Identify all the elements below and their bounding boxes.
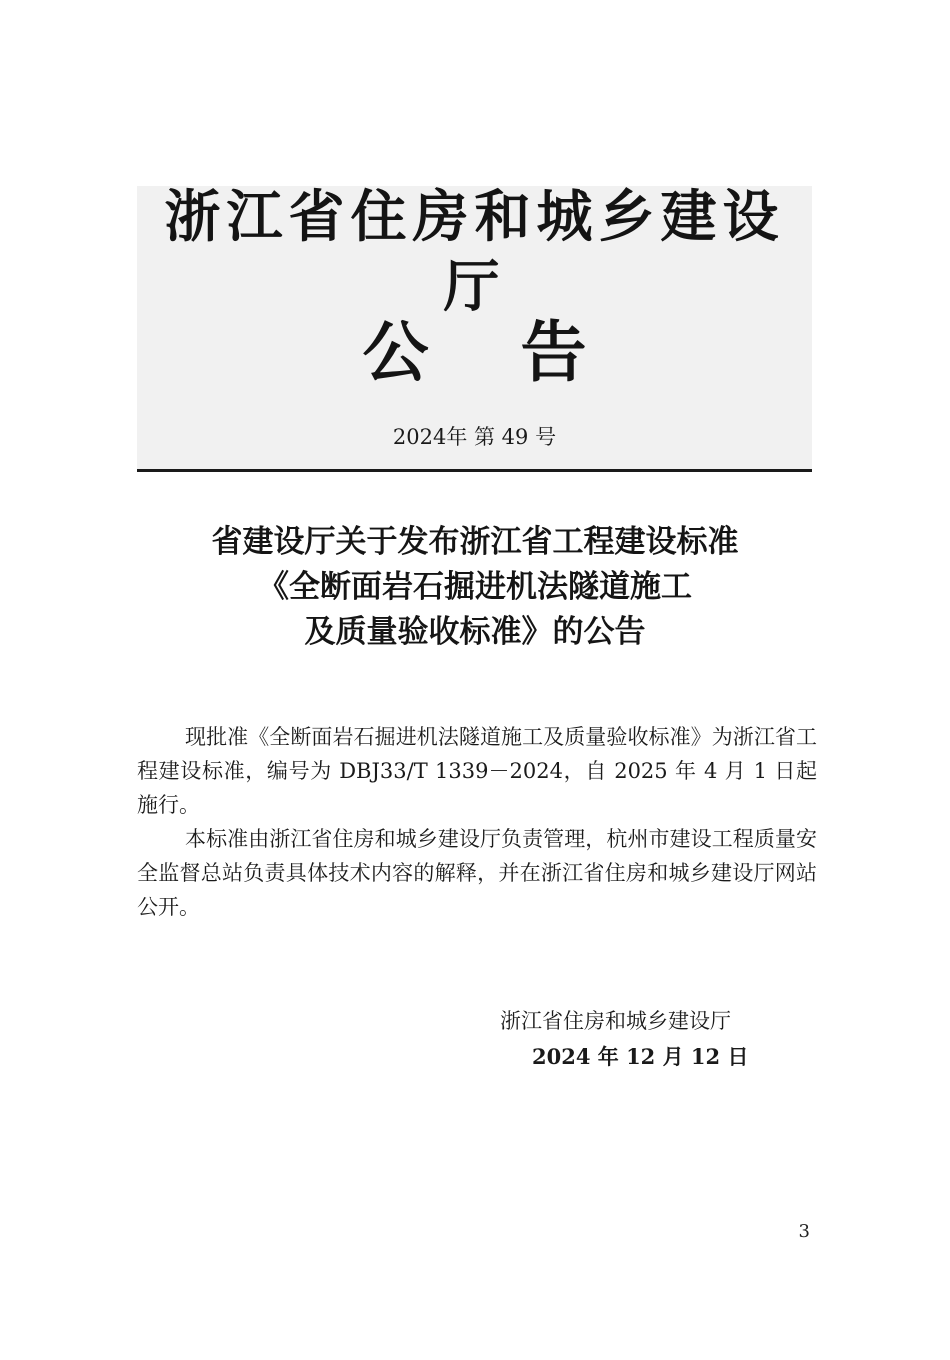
signature-date: 2024 年 12 月 12 日	[532, 1044, 749, 1069]
signature-organization: 浙江省住房和城乡建设厅	[500, 1009, 731, 1033]
document-heading	[100, 520, 850, 655]
notice-number: 2024年 第 49 号	[392, 425, 557, 449]
heading-line-2: 《全断面岩石掘进机法隧道施工	[258, 569, 692, 605]
heading-line-1: 省建设厅关于发布浙江省工程建设标准	[211, 524, 739, 560]
notice-char-2: 告	[520, 313, 587, 391]
notice-char-1: 公	[362, 313, 429, 391]
agency-name: 浙江省住房和城乡建设厅	[164, 184, 785, 320]
heading-line-3: 及质量验收标准》的公告	[304, 614, 646, 650]
notice-title	[137, 312, 812, 392]
body-paragraph-2: 本标准由浙江省住房和城乡建设厅负责管理，杭州市建设工程质量安全监督总站负责具体技术内容的解释，并在浙江省住房和城乡建设厅网站公开。	[137, 827, 817, 919]
signature-block	[470, 1003, 800, 1075]
page-number: 3	[798, 1221, 810, 1242]
body-paragraph-1: 现批准《全断面岩石掘进机法隧道施工及质量验收标准》为浙江省工程建设标准，编号为 DBJ33/T 1339－2024，自 2025 年 4 月 1 日起施行。	[137, 725, 817, 817]
document-body	[137, 720, 817, 924]
